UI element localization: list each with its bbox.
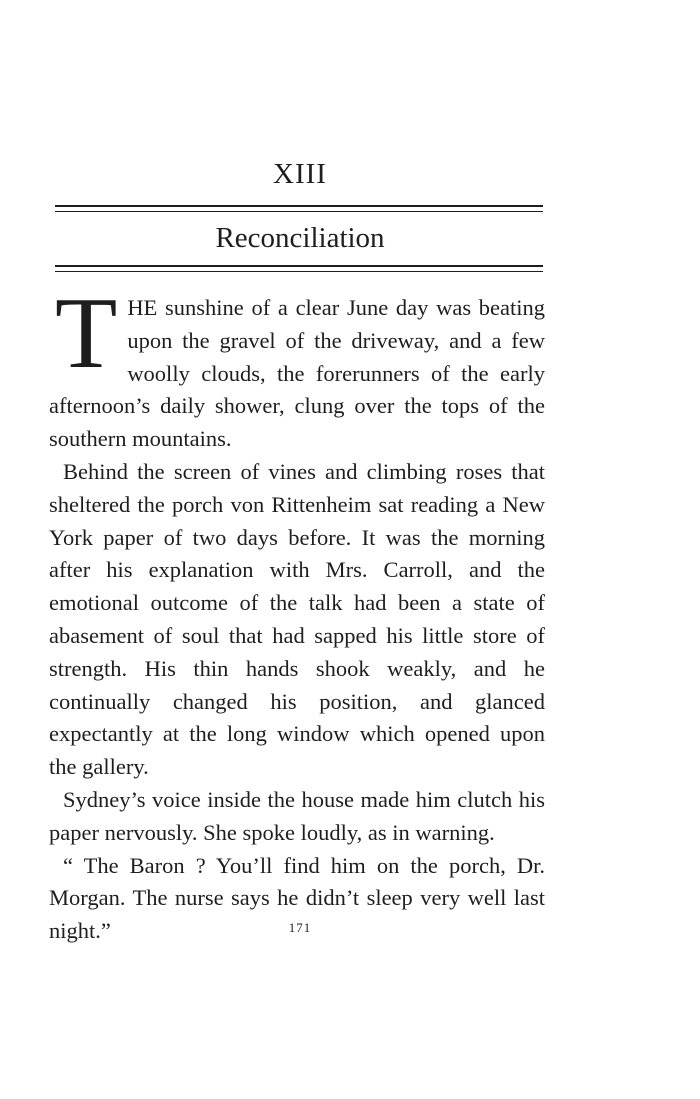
top-double-rule: [55, 205, 543, 212]
chapter-number: XIII: [273, 158, 327, 190]
opening-paragraph: [49, 277, 545, 456]
bottom-double-rule: [55, 265, 543, 272]
paragraph-dialogue: “ The Baron ? You’ll find him on the porch, Dr. Morgan. The nurse says he didn’t sleep very well last night.”: [49, 852, 545, 944]
chapter-title: Reconciliation: [215, 222, 385, 254]
paragraph-porch: Behind the screen of vines and climbing roses that sheltered the porch von Rittenheim sat reading a New York paper of two days before. It was the morning after his explanation with Mrs. Carroll, and the emotional outcome of the talk had been a state of abasement of soul that had sapped his little store of strength. His thin hands shook weakly, and he continually changed his position, and glanced expectantly at the long window which opened upon the gallery.: [49, 458, 545, 780]
drop-cap: T: [55, 277, 118, 390]
opening-paragraph-text: HE sunshine of a clear June day was beating upon the gravel of the driveway, and a few woolly clouds, the forerunners of the early afternoon’s daily shower, clung over the tops of the southern mountains.: [49, 295, 545, 452]
page-number: 171: [288, 920, 312, 935]
paragraph-sydney-voice: Sydney’s voice inside the house made him clutch his paper nervously. She spoke loudly, as in warning.: [49, 786, 545, 845]
chapter-body: [49, 277, 545, 948]
